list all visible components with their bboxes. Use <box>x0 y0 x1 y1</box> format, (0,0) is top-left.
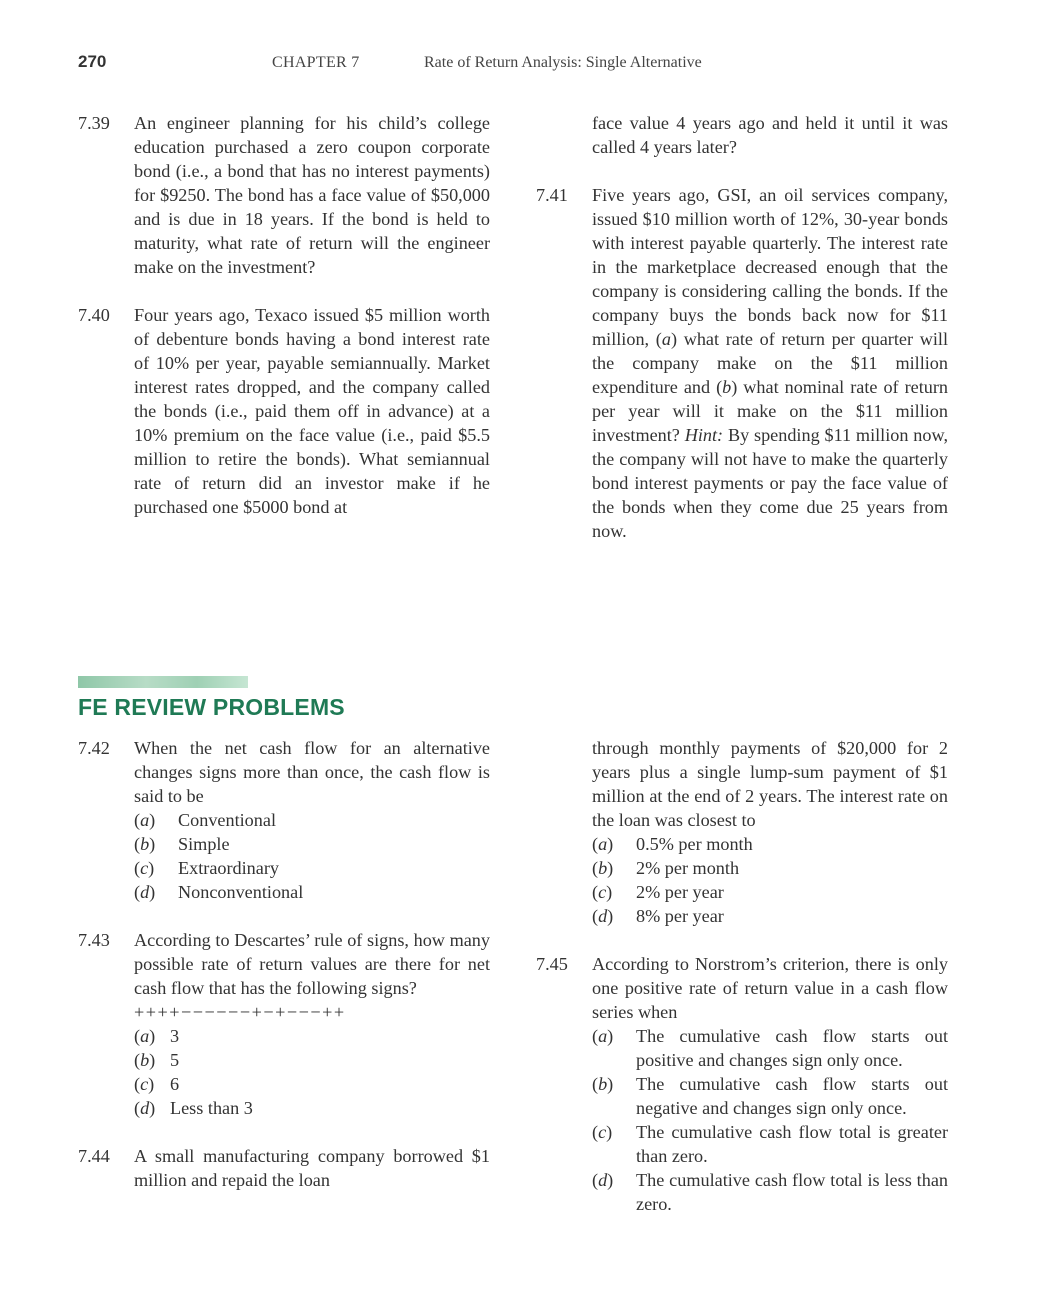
problem-text: through monthly payments of $20,000 for 2 years plus a single lump-sum payment of $1 million at the end of 2 years. The interest rate on the loan was closest to <box>592 738 948 830</box>
part-label: b <box>722 377 732 397</box>
bottom-left-column <box>78 736 490 1192</box>
option-c: (c) Extraordinary <box>134 858 279 878</box>
option-c: (c) The cumulative cash flow total is greater than zero. <box>592 1122 948 1166</box>
top-left-column <box>78 111 490 519</box>
problem-number: 7.39 <box>78 113 110 133</box>
problem-text: Five years ago, GSI, an oil services company, issued $10 million worth of 12%, 30-year bonds with interest payable quarterly. The interest rate in the marketplace decreased enough that the company is considering calling the bonds. If the company buys the bonds back now for $11 million, (a) what rate of return per quarter will the company make on the $11 million expenditure and (b) what nominal rate of return per year will it make on the $11 million investment? Hint: By spending $11 million now, the company will not have to make the quarterly bond interest payments or pay the face value of the bonds when they come due 25 years from now. <box>592 185 949 541</box>
option-a: (a) Conventional <box>134 810 276 830</box>
option-a: (a) The cumulative cash flow starts out positive and changes sign only once. <box>592 1026 948 1070</box>
problem-7-42 <box>78 736 490 904</box>
problem-text: According to Descartes’ rule of signs, how many possible rate of return values are there for net cash flow that has the following signs? <box>134 930 490 998</box>
option-d: (d) Less than 3 <box>134 1098 253 1118</box>
problem-7-43 <box>78 928 490 1120</box>
problem-7-45 <box>536 952 948 1216</box>
problem-number: 7.44 <box>78 1146 110 1166</box>
option-c: (c) 2% per year <box>592 882 724 902</box>
section-heading: FE REVIEW PROBLEMS <box>78 694 345 720</box>
problem-number: 7.40 <box>78 305 110 325</box>
hint-label: Hint: <box>684 425 724 445</box>
chapter-label: CHAPTER 7 <box>272 54 360 71</box>
running-header <box>0 52 1060 76</box>
chapter-title: Rate of Return Analysis: Single Alternative <box>424 54 702 71</box>
option-a: (a) 0.5% per month <box>592 834 753 854</box>
problem-text: face value 4 years ago and held it until it was called 4 years later? <box>592 113 948 157</box>
option-a: (a) 3 <box>134 1026 180 1046</box>
problem-text: When the net cash flow for an alternative changes signs more than once, the cash flow is said to be <box>134 738 490 806</box>
option-b: (b) 5 <box>134 1050 180 1070</box>
problem-7-44-continued <box>536 736 948 928</box>
option-b: (b) 2% per month <box>592 858 740 878</box>
problem-text: According to Norstrom’s criterion, there is only one positive rate of return value in a cash flow series when <box>592 954 948 1022</box>
top-right-column <box>536 111 948 543</box>
problem-number: 7.45 <box>536 954 568 974</box>
problem-7-44 <box>78 1144 490 1192</box>
option-b: (b) Simple <box>134 834 230 854</box>
problem-7-40-continued <box>536 111 948 159</box>
problem-7-41 <box>536 183 948 543</box>
problem-text: Four years ago, Texaco issued $5 million worth of debenture bonds having a bond interest rate of 10% per year, payable semiannually. Market interest rates dropped, and the company called the bonds (i.e., paid them off in advance) at a 10% premium on the face value (i.e., paid $5.5 million to retire the bonds). What semiannual rate of return did an investor make if he purchased one $5000 bond at <box>134 305 490 517</box>
problem-number: 7.41 <box>536 185 568 205</box>
page-number: 270 <box>78 52 107 71</box>
problem-text: An engineer planning for his child’s college education purchased a zero coupon corporate bond (i.e., a bond that has no interest payments) for $9250. The bond has a face value of $50,000 and is due in 18 years. If the bond is held to maturity, what rate of return will the engineer make on the investment? <box>134 113 490 277</box>
problem-7-40 <box>78 303 490 519</box>
bottom-right-column <box>536 736 948 1216</box>
sign-sequence: ++++−−−−−−+−+−−−++ <box>134 1002 346 1022</box>
option-d: (d) Nonconventional <box>134 882 304 902</box>
option-c: (c) 6 <box>134 1074 180 1094</box>
option-b: (b) The cumulative cash flow starts out negative and changes sign only once. <box>592 1074 948 1118</box>
section-decoration-bar <box>78 676 248 688</box>
option-d: (d) The cumulative cash flow total is less than zero. <box>592 1170 948 1214</box>
problem-text: A small manufacturing company borrowed $1 million and repaid the loan <box>134 1146 490 1190</box>
problem-number: 7.42 <box>78 738 110 758</box>
part-label: a <box>661 329 671 349</box>
problem-7-39 <box>78 111 490 279</box>
option-d: (d) 8% per year <box>592 906 724 926</box>
problem-number: 7.43 <box>78 930 110 950</box>
